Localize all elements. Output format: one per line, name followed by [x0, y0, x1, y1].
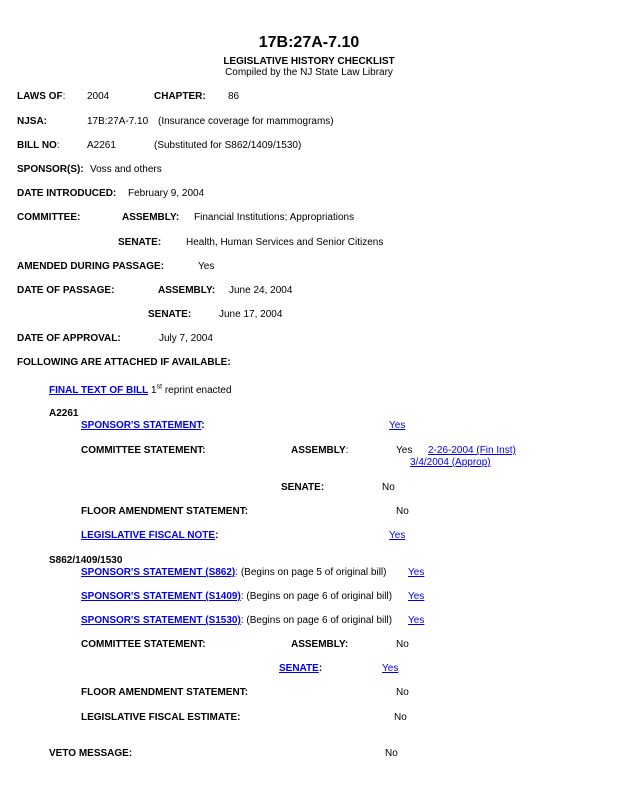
- chapter-label: CHAPTER:: [154, 91, 206, 102]
- s862-floor-amendment-value: No: [396, 687, 409, 698]
- s862-committee-assembly-label: ASSEMBLY:: [291, 639, 349, 650]
- laws-of-value: 2004: [87, 91, 110, 102]
- attached-heading: FOLLOWING ARE ATTACHED IF AVAILABLE:: [17, 357, 231, 368]
- s1530-sponsor-statement-value[interactable]: Yes: [408, 615, 425, 626]
- sponsors-value: Voss and others: [90, 164, 162, 175]
- passage-senate-label: SENATE:: [148, 309, 192, 320]
- a2261-floor-amendment-label: FLOOR AMENDMENT STATEMENT:: [81, 506, 249, 517]
- amended-value: Yes: [198, 261, 215, 272]
- s862-fiscal-estimate-value: No: [394, 712, 407, 723]
- s1530-sponsor-statement-link[interactable]: SPONSOR'S STATEMENT (S1530): [81, 615, 241, 626]
- s1530-sponsor-statement-row: SPONSOR'S STATEMENT (S1530): (Begins on page 6 of original bill): [81, 615, 393, 626]
- laws-of-label: LAWS OF:: [17, 91, 66, 102]
- s862-committee-assembly-value: No: [396, 639, 409, 650]
- a2261-fiscal-note: LEGISLATIVE FISCAL NOTE:: [81, 530, 219, 541]
- s862-heading: S862/1409/1530: [49, 555, 123, 566]
- final-text-row: FINAL TEXT OF BILL 1st reprint enacted: [49, 383, 232, 396]
- s862-fiscal-estimate-label: LEGISLATIVE FISCAL ESTIMATE:: [81, 712, 241, 723]
- sponsors-label: SPONSOR(S):: [17, 164, 84, 175]
- chapter-value: 86: [228, 91, 240, 102]
- s862-sponsor-statement-row: SPONSOR'S STATEMENT (S862): (Begins on page 5 of original bill): [81, 567, 387, 578]
- veto-message-value: No: [385, 748, 398, 759]
- a2261-sponsor-statement: SPONSOR'S STATEMENT:: [81, 420, 205, 431]
- a2261-heading: A2261: [49, 408, 79, 419]
- final-text-link[interactable]: FINAL TEXT OF BILL: [49, 385, 149, 396]
- committee-assembly-value: Financial Institutions; Appropriations: [194, 212, 355, 223]
- date-introduced-value: February 9, 2004: [128, 188, 205, 199]
- a2261-committee-assembly-value: Yes: [396, 445, 413, 456]
- bill-no-value: A2261: [87, 140, 116, 151]
- s862-sponsor-statement-link[interactable]: SPONSOR'S STATEMENT (S862): [81, 567, 236, 578]
- a2261-floor-amendment-value: No: [396, 506, 409, 517]
- s862-committee-senate-value[interactable]: Yes: [382, 663, 399, 674]
- bill-no-note: (Substituted for S862/1409/1530): [154, 140, 302, 151]
- s1409-sponsor-statement-link[interactable]: SPONSOR'S STATEMENT (S1409): [81, 591, 241, 602]
- passage-assembly-label: ASSEMBLY:: [158, 285, 216, 296]
- passage-assembly-value: June 24, 2004: [229, 285, 293, 296]
- page-title: 17B:27A-7.10: [258, 34, 360, 51]
- s862-committee-statement-label: COMMITTEE STATEMENT:: [81, 639, 206, 650]
- veto-message-label: VETO MESSAGE:: [49, 748, 133, 759]
- s862-sponsor-statement-value[interactable]: Yes: [408, 567, 425, 578]
- compiled-by: Compiled by the NJ State Law Library: [225, 67, 393, 78]
- a2261-committee-assembly-label: ASSEMBLY:: [291, 445, 349, 456]
- a2261-committee-link-fin-inst[interactable]: 2-26-2004 (Fin Inst): [428, 445, 516, 456]
- s862-floor-amendment-label: FLOOR AMENDMENT STATEMENT:: [81, 687, 249, 698]
- committee-senate-value: Health, Human Services and Senior Citizens: [186, 237, 384, 248]
- a2261-committee-senate-value: No: [382, 482, 395, 493]
- date-introduced-label: DATE INTRODUCED:: [17, 188, 117, 199]
- s1409-sponsor-statement-row: SPONSOR'S STATEMENT (S1409): (Begins on page 6 of original bill): [81, 591, 393, 602]
- a2261-committee-statement-label: COMMITTEE STATEMENT:: [81, 445, 206, 456]
- a2261-committee-senate-label: SENATE:: [281, 482, 325, 493]
- njsa-note: (Insurance coverage for mammograms): [158, 116, 334, 127]
- a2261-fiscal-note-value[interactable]: Yes: [389, 530, 406, 541]
- bill-no-label: BILL NO:: [17, 140, 60, 151]
- a2261-fiscal-note-link[interactable]: LEGISLATIVE FISCAL NOTE: [81, 530, 216, 541]
- a2261-committee-link-approp[interactable]: 3/4/2004 (Approp): [410, 457, 491, 468]
- committee-assembly-label: ASSEMBLY:: [122, 212, 180, 223]
- committee-label: COMMITTEE:: [17, 212, 81, 223]
- document-subtitle: LEGISLATIVE HISTORY CHECKLIST: [223, 56, 395, 67]
- passage-senate-value: June 17, 2004: [219, 309, 283, 320]
- a2261-sponsor-statement-value[interactable]: Yes: [389, 420, 406, 431]
- a2261-sponsor-statement-link[interactable]: SPONSOR'S STATEMENT: [81, 420, 202, 431]
- s862-committee-senate: SENATE:: [279, 663, 323, 674]
- amended-label: AMENDED DURING PASSAGE:: [17, 261, 165, 272]
- date-of-approval-label: DATE OF APPROVAL:: [17, 333, 121, 344]
- njsa-value: 17B:27A-7.10: [87, 116, 149, 127]
- committee-senate-label: SENATE:: [118, 237, 162, 248]
- date-of-approval-value: July 7, 2004: [159, 333, 213, 344]
- s862-committee-senate-link[interactable]: SENATE: [279, 663, 319, 674]
- njsa-label: NJSA:: [17, 116, 48, 127]
- date-of-passage-label: DATE OF PASSAGE:: [17, 285, 115, 296]
- s1409-sponsor-statement-value[interactable]: Yes: [408, 591, 425, 602]
